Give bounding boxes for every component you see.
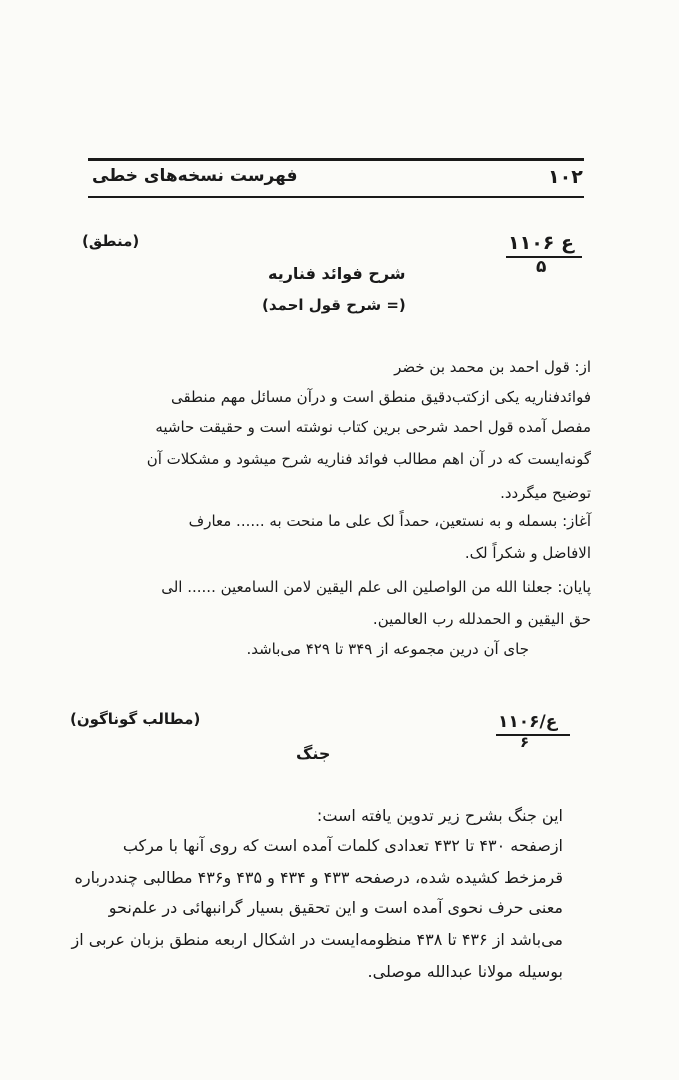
entry2-shelfmark-divider bbox=[496, 734, 570, 736]
entry1-location: جای آن درین مجموعه از ۳۴۹ تا ۴۲۹ می‌باشد. bbox=[246, 640, 529, 658]
entry1-title: شرح فوائد فناریه bbox=[268, 264, 406, 283]
entry1-line: گونه‌ایست که در آن اهم مطالب فوائد فناریه شرح میشود و مشکلات آن bbox=[146, 450, 591, 468]
entry2-line: معنی حرف نحوی آمده است و این تحقیق بسیار گرانبهائی در علم‌نحو bbox=[108, 898, 563, 917]
entry2-shelfmark: ع/۱۱۰۶ bbox=[498, 712, 558, 732]
page-number: ۱۰۲ bbox=[548, 166, 583, 188]
entry2-line: بوسیله‌ مولانا عبدالله موصلی. bbox=[367, 962, 563, 981]
entry1-subject: (منطق) bbox=[82, 232, 140, 250]
entry1-alt-title: (= شرح قول احمد) bbox=[262, 296, 406, 314]
entry1-shelfmark-number: ۵ bbox=[536, 257, 547, 277]
entry1-line: حق الیقین و الحمدلله رب العالمین. bbox=[372, 610, 591, 628]
entry1-author: از: قول احمد بن محمد بن خضر bbox=[394, 358, 591, 376]
entry1-line: فوائدفناریه یکی ازکتب‌دقیق منطق است و در‌آن مسائل مهم منطقی bbox=[170, 388, 591, 406]
entry2-line: ازصفحه‌ ۴۳۰ تا ۴۳۲ تعدادی کلمات آمده است که روی آنها با مرکب bbox=[122, 836, 563, 855]
entry1-shelfmark: ۱۱۰۶ ع bbox=[508, 232, 574, 254]
entry2-shelfmark-number: ۶ bbox=[520, 733, 530, 751]
entry2-line: قرمزخط کشیده شده، درصفحه‌ ۴۳۳ و ۴۳۴ و ۴۳۵ و۴۳۶ مطالبی چنددرباره bbox=[74, 868, 563, 887]
entry2-line: می‌باشد از ۴۳۶ تا ۴۳۸ منظومه‌ایست در اشکال اربعه منطق بزبان عربی از bbox=[71, 930, 563, 949]
entry1-incipit: آغاز: بسمله و به نستعین، حمداً لک علی ما منحت به ...... معارف bbox=[188, 512, 591, 530]
entry2-title: جنگ bbox=[296, 744, 331, 763]
entry1-line: الافاضل و شکراً لک. bbox=[464, 544, 591, 562]
entry1-explicit: پایان: جعلنا الله من الواصلین الی علم الیقین لامن السامعین ...... الی bbox=[161, 578, 591, 596]
header-bottom-rule bbox=[88, 196, 584, 198]
entry2-line: این جنگ بشرح زیر تدوین یافته است: bbox=[316, 806, 563, 825]
entry1-line: مفصل آمده قول احمد شرحی برین کتاب نوشته است و حقیقت حاشیه bbox=[155, 418, 591, 436]
running-header-title: فهرست نسخه‌های خطی bbox=[92, 166, 298, 186]
entry1-line: توضیح میگردد. bbox=[500, 484, 591, 502]
entry2-subject: (مطالب گوناگون) bbox=[70, 710, 201, 728]
header-top-rule bbox=[88, 158, 584, 161]
